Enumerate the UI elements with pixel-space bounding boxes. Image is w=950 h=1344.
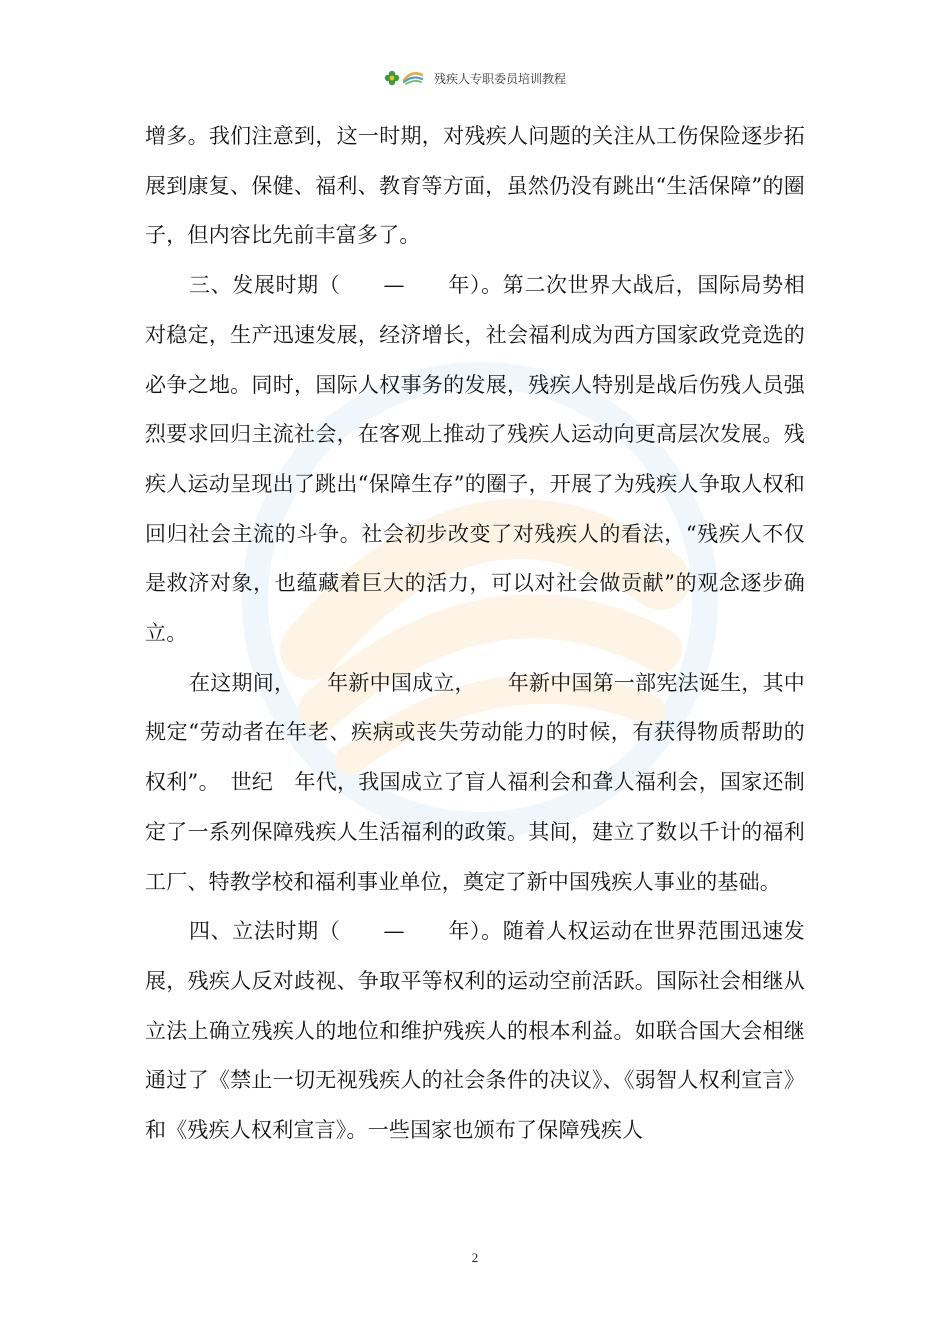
paragraph-development-period: 三、发展时期（ — 年）。第二次世界大战后，国际局势相对稳定，生产迅速发展，经济增长，社会福利成为西方国家政党竞选的必争之地。同时，国际人权事务的发展，残疾人特别是战后伤残人员强烈要求回归主流社会，在客观上推动了残疾人运动向更高层次发展。残疾人运动呈现出了跳出“保障生存”的圈子，开展了为残疾人争取人权和回归社会主流的斗争。社会初步改变了对残疾人的看法，“残疾人不仅是救济对象，也蕴藏着巨大的活力，可以对社会做贡献”的观念逐步确立。 xyxy=(145,273,805,646)
paragraph-legislation-period: 四、立法时期（ — 年）。随着人权运动在世界范围迅速发展，残疾人反对歧视、争取平等权利的运动空前活跃。国际社会相继从立法上确立残疾人的地位和维护残疾人的根本利益。如联合国大会相继通过了《禁止一切无视残疾人的社会条件的决议》、《弱智人权利宣言》和《残疾人权利宣言》。一些国家也颁布了保障残疾人 xyxy=(145,919,805,1143)
paragraph-continuation: 增多。我们注意到，这一时期，对残疾人问题的关注从工伤保险逐步拓展到康复、保健、福利、教育等方面，虽然仍没有跳出“生活保障”的圈子，但内容比先前丰富多了。 xyxy=(145,124,805,248)
flower-emblem-icon xyxy=(384,70,400,86)
swoosh-emblem-icon xyxy=(402,70,424,86)
header-title: 残疾人专职委员培训教程 xyxy=(433,71,566,86)
page-header xyxy=(0,66,950,90)
paragraph-china-period: 在这期间， 年新中国成立， 年新中国第一部宪法诞生，其中规定“劳动者在年老、疾病或丧失劳动能力的时候，有获得物质帮助的权利”。 世纪 年代，我国成立了盲人福利会和聋人福利会，国家还制定了一系列保障残疾人生活福利的政策。其间，建立了数以千计的福利工厂、特教学校和福利事业单位，奠定了新中国残疾人事业的基础。 xyxy=(145,670,805,894)
page-number: 2 xyxy=(471,1250,479,1265)
header-logos xyxy=(384,70,424,86)
document-body xyxy=(145,112,805,1156)
